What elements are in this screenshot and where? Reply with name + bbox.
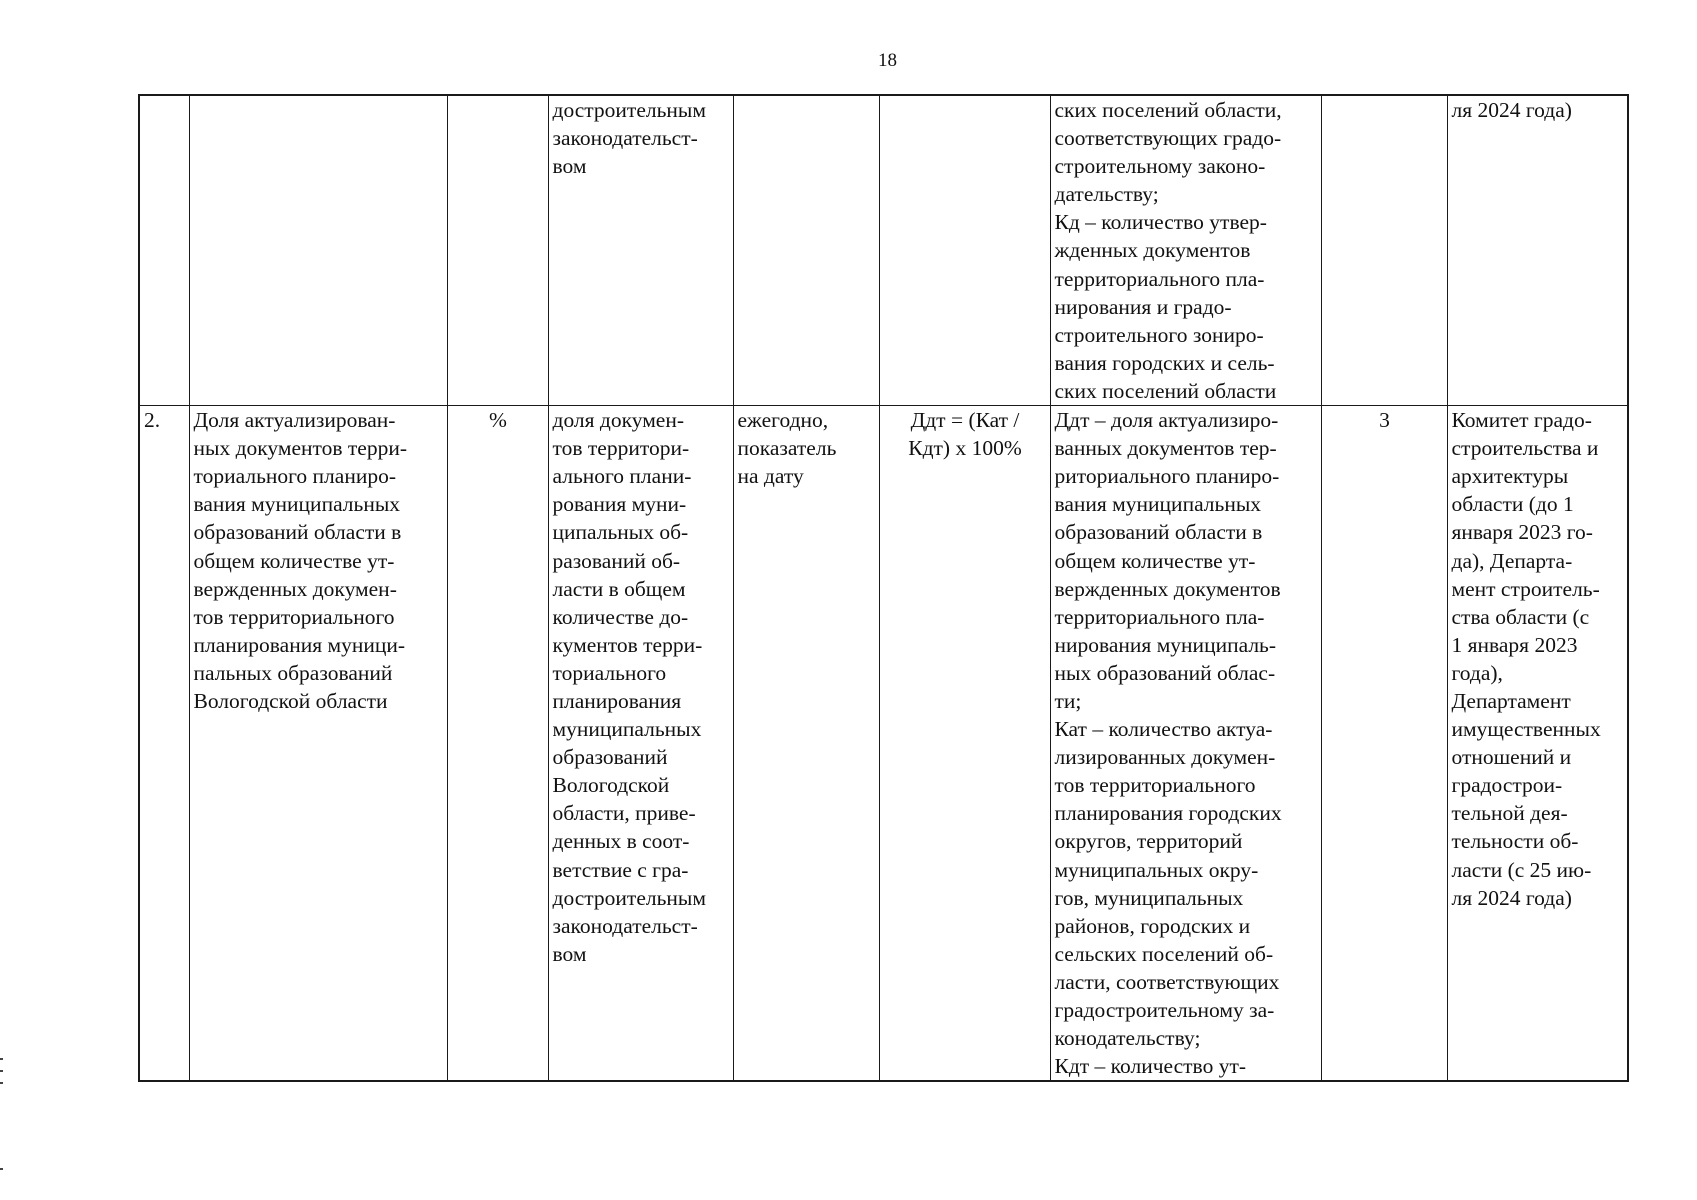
- cell-variables: Ддт – доля актуализиро- ванных документов тер- риториального планиро- вания муниципальных образований области в общем количестве ут- вержденных документов территориального пла- нирования муниципаль- ных образований облас- ти; Кат – количество актуа- лизированных докумен- тов территориального планирования городских округов, территорий муниципальных окру- гов, муниципальных районов, городских и сельских поселений об- ласти, соответствующих градостроительному за- конодательству; Кдт – количество ут-: [1050, 406, 1321, 1082]
- cell-number: 2.: [139, 406, 189, 1082]
- cell-formula: [879, 95, 1050, 406]
- scan-mark: [0, 1070, 3, 1072]
- cell-method: [1321, 95, 1447, 406]
- cell-responsible: Комитет градо- строительства и архитектуры области (до 1 января 2023 го- да), Департа- мент строитель- ства области (с 1 января 2023 года), Департамент имущественных отношений и градострои- тельной дея- тельности об- ласти (с 25 ию- ля 2024 года): [1447, 406, 1628, 1082]
- cell-responsible: ля 2024 года): [1447, 95, 1628, 406]
- cell-unit: [447, 95, 548, 406]
- scan-mark: [0, 1058, 3, 1060]
- indicator-table: [138, 94, 1629, 1082]
- cell-number: [139, 95, 189, 406]
- cell-variables: ских поселений области, соответствующих градо- строительному законо- дательству; Кд – количество утвер- жденных документов территориального пла- нирования и градо- строительного зониро- вания городских и сель- ских поселений области: [1050, 95, 1321, 406]
- cell-definition: достроительным законодательст- вом: [548, 95, 733, 406]
- page-number: 18: [878, 50, 897, 71]
- table-row: [139, 95, 1628, 406]
- cell-periodicity: ежегодно, показатель на дату: [733, 406, 879, 1082]
- cell-indicator-name: Доля актуализирован- ных документов терри- ториального планиро- вания муниципальных образований области в общем количестве ут- вержденных докумен- тов территориального планирования муници- пальных образований Вологодской области: [189, 406, 447, 1082]
- scan-mark: [0, 1082, 3, 1084]
- cell-indicator-name: [189, 95, 447, 406]
- cell-definition: доля докумен- тов территори- ального плани- рования муни- ципальных об- разований об- ласти в общем количестве до- кументов терри- ториального планирования муниципальных образований Вологодской области, приве- денных в соот- ветствие с гра- достроительным законодательст- вом: [548, 406, 733, 1082]
- table-row: [139, 406, 1628, 1082]
- cell-periodicity: [733, 95, 879, 406]
- scan-mark: [0, 1168, 3, 1170]
- cell-method: 3: [1321, 406, 1447, 1082]
- cell-unit: %: [447, 406, 548, 1082]
- cell-formula: Ддт = (Кат / Кдт) х 100%: [879, 406, 1050, 1082]
